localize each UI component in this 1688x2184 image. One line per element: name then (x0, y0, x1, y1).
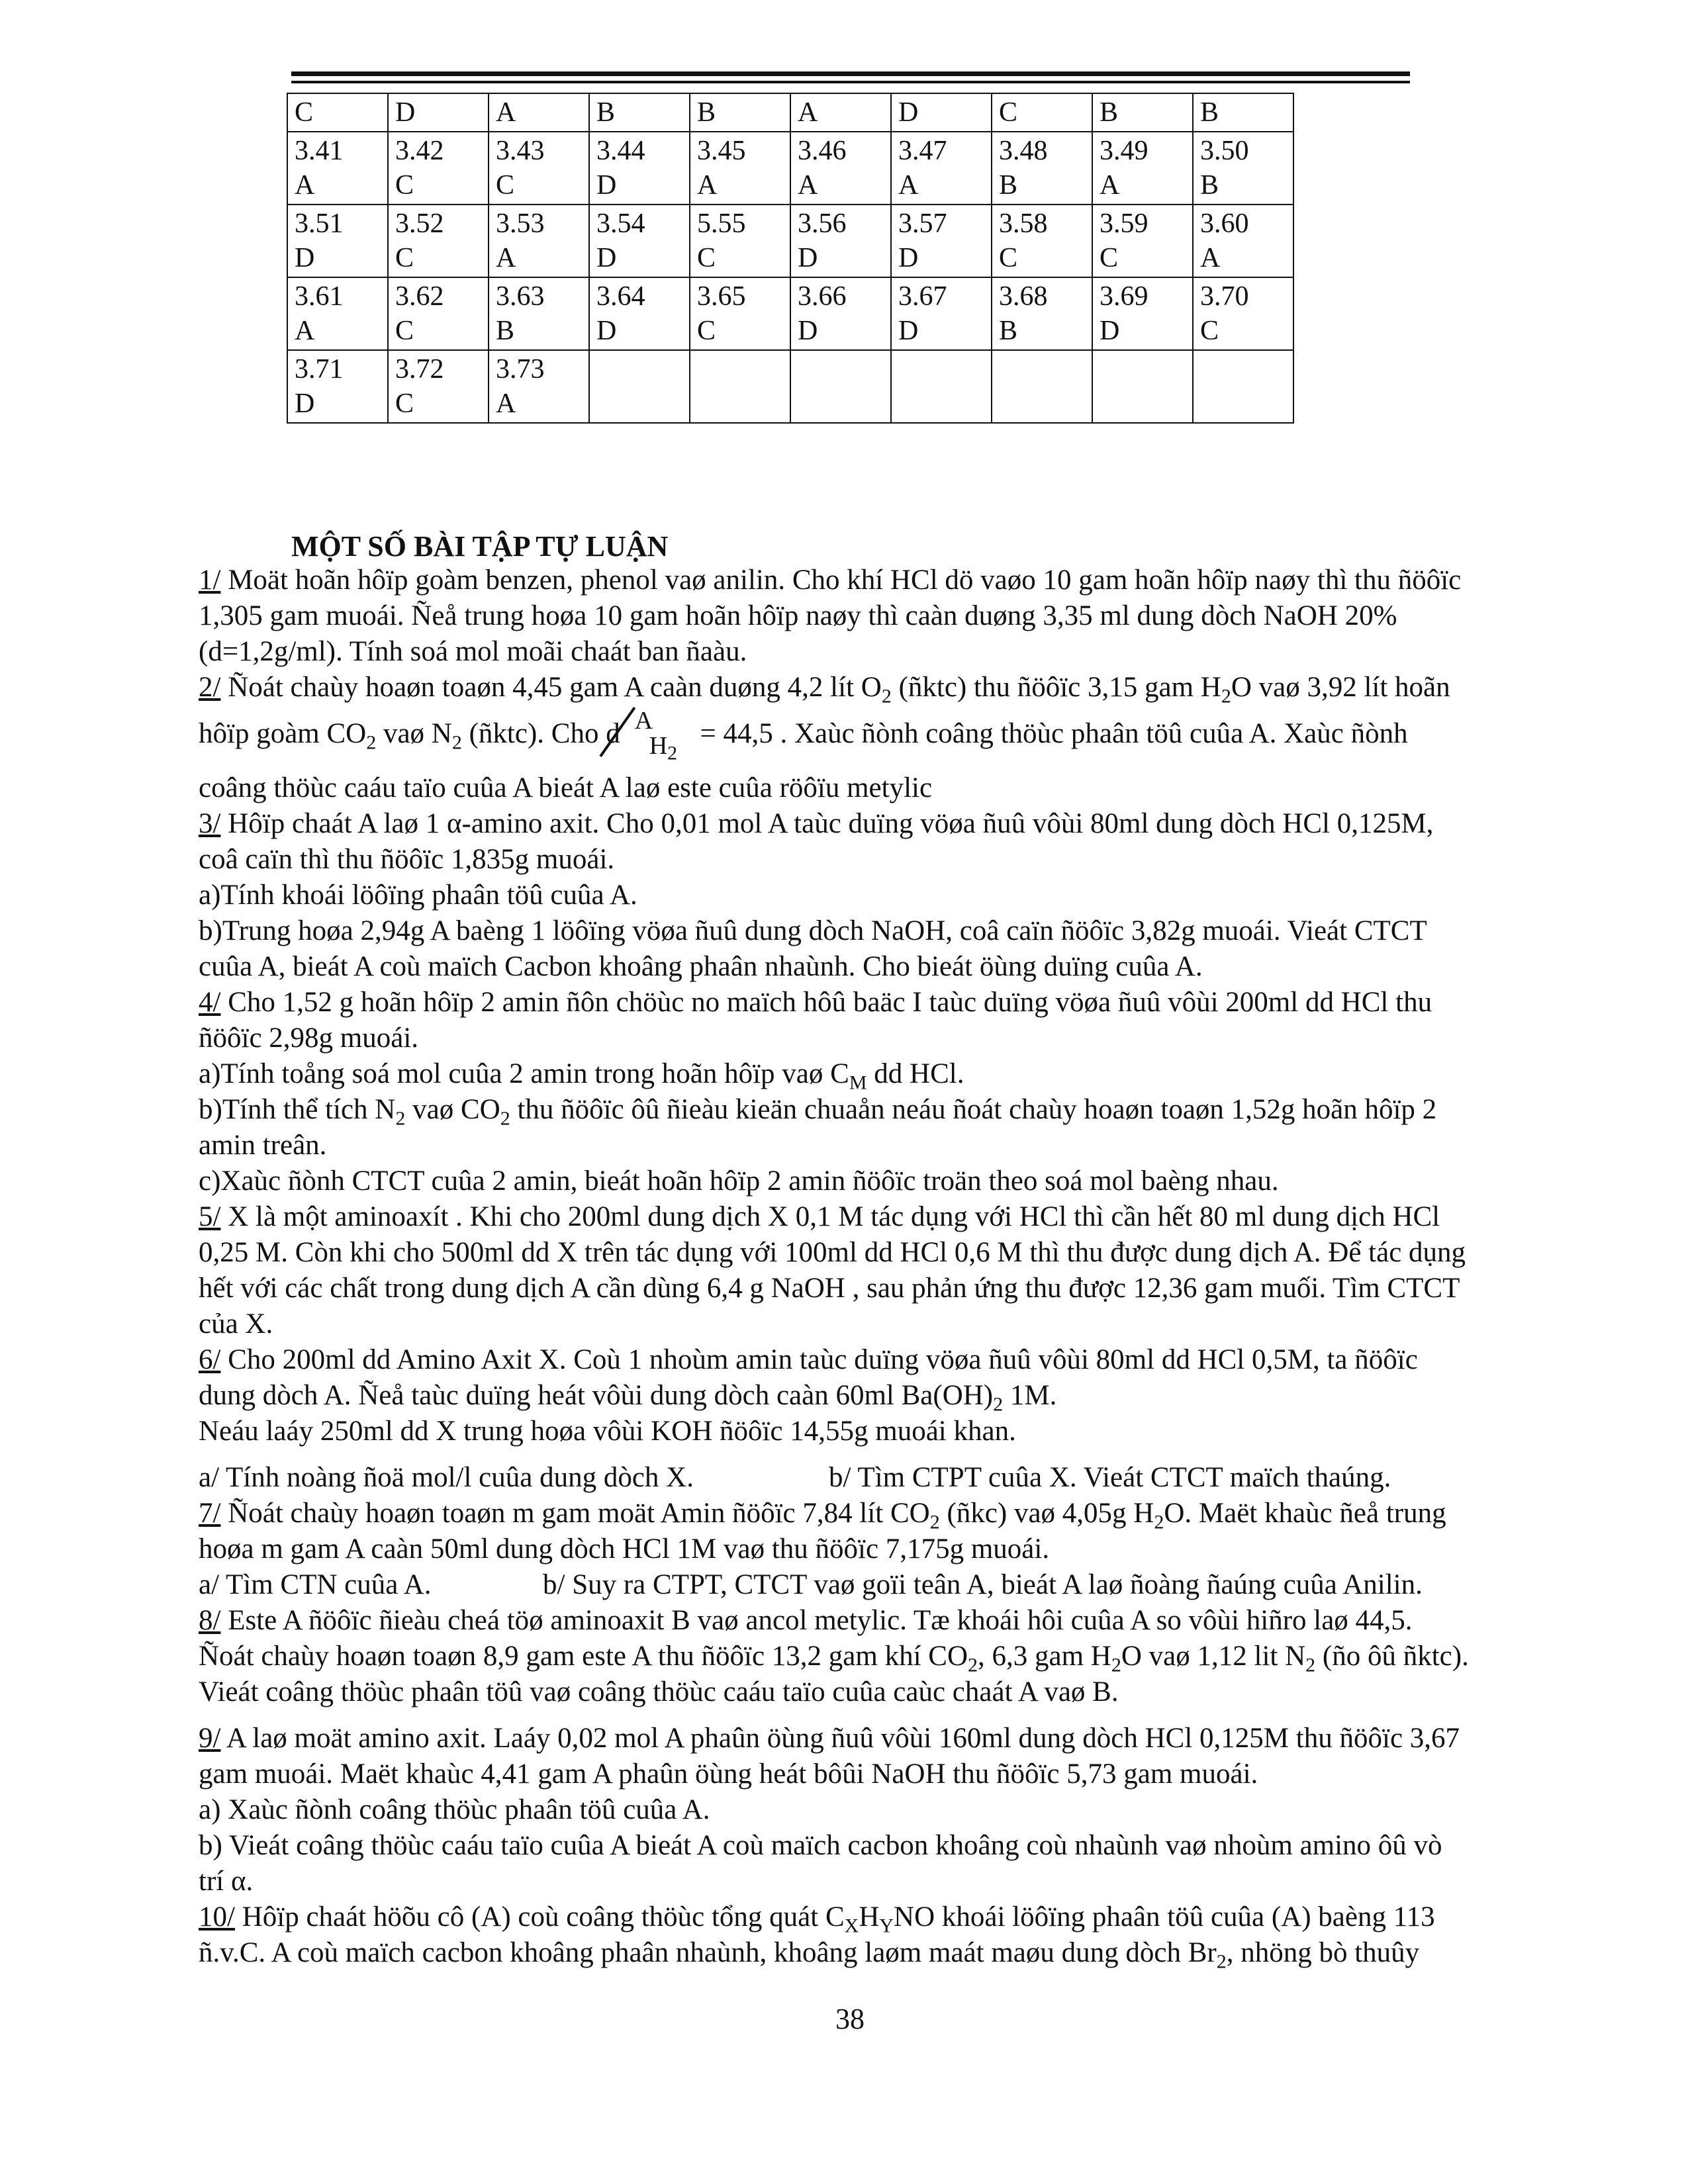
cell-text: D (596, 243, 617, 273)
cell-text: A (295, 170, 315, 201)
cell-text: A (697, 170, 718, 201)
cell-text: 3.56 (798, 208, 847, 239)
cell-text: 3.63 (496, 281, 545, 312)
table-row (287, 132, 1293, 205)
cell-text: D (798, 243, 818, 273)
exercise-10: 10/ Hôïp chaát höõu cô (A) coù coâng thöùc tổng quát $C_XH_YNO$ khoái löôïng phaân töû cuûa (A) baèng 113 (199, 1901, 1435, 1937)
page-number: 38 (835, 2003, 865, 2035)
cell-text: A (798, 97, 818, 128)
table-cell (891, 132, 992, 205)
cell-text: B (697, 97, 716, 128)
table-cell (1193, 93, 1293, 132)
table-cell (388, 132, 489, 205)
cell-text: C (697, 243, 716, 273)
table-cell (489, 277, 589, 350)
text-line: coâng thöùc caáu taïo cuûa A bieát A laø este cuûa röôïu metylic (199, 772, 933, 803)
header-rule-thick (291, 71, 1410, 76)
cell-text: 3.46 (798, 136, 847, 166)
cell-text: 3.59 (1100, 208, 1149, 239)
text-line: b)Trung hoøa 2,94g A baèng 1 löôïng vöøa ñuû dung dòch NaOH, coâ caïn ñöôïc 3,82g muoái. Vieát CTCT (199, 915, 1427, 946)
text-line: (d=1,2g/ml). Tính soá mol moãi chaát ban ñaàu. (199, 636, 747, 667)
cell-text: 3.53 (496, 208, 545, 239)
cell-text: C (1200, 316, 1219, 346)
table-row (287, 277, 1293, 350)
density-fraction: A $H_2$ (620, 716, 693, 756)
text-line: hết với các chất trong dung dịch A cần dùng 6,4 g NaOH , sau phản ứng thu được 12,36 gam muối. Tìm CTCT (199, 1273, 1460, 1304)
cell-text: D (596, 316, 617, 346)
cell-text: 3.47 (898, 136, 947, 166)
cell-text: 3.73 (496, 354, 545, 385)
exercise-4: 4/ Cho 1,52 g hoãn hôïp 2 amin ñôn chöùc no maïch hôû baäc I taùc duïng vöøa ñuû vôùi 200ml dd HCl thu (199, 987, 1432, 1018)
exercise-5: 5/ X là một aminoaxít . Khi cho 200ml dung dịch X 0,1 M tác dụng với HCl thì cần hết 80 ml dung dịch HCl (199, 1201, 1440, 1232)
cell-text: B (496, 316, 515, 346)
cell-text: A (1100, 170, 1120, 201)
cell-text: 3.50 (1200, 136, 1249, 166)
table-cell (388, 205, 489, 277)
cell-text: C (295, 97, 314, 128)
exercise-2: 2/ Ñoát chaùy hoaøn toaøn 4,45 gam A caàn duøng 4,2 lít $O_2$ (ñktc) thu ñöôïc 3,15 gam $H_2O$ vaø 3,92 lít hoãn (199, 672, 1450, 707)
table-cell (1092, 132, 1193, 205)
text-line: amin treân. (199, 1130, 327, 1161)
cell-text: C (395, 388, 414, 419)
cell-text: D (1100, 316, 1120, 346)
text-line: a) Xaùc ñònh coâng thöùc phaân töû cuûa A. (199, 1794, 710, 1825)
text-line: a/ Tính noàng ñoä mol/l cuûa dung dòch X. (199, 1462, 694, 1493)
table-cell (891, 350, 992, 423)
table-cell (992, 277, 1092, 350)
cell-text: C (395, 243, 414, 273)
table-row (287, 350, 1293, 423)
cell-text: A (295, 316, 315, 346)
cell-text: 3.65 (697, 281, 746, 312)
text-line: b)Tính thể tích $N_2$ vaø $CO_2$ thu ñöôïc ôû ñieàu kieän chuaån neáu ñoát chaùy hoaøn toaøn 1,52g hoãn hôïp 2 (199, 1094, 1437, 1130)
table-cell (992, 93, 1092, 132)
cell-text: 3.51 (295, 208, 344, 239)
text-line: 1,305 gam muoái. Ñeå trung hoøa 10 gam hoãn hôïp naøy thì caàn duøng 3,35 ml dung dòch NaOH 20% (199, 600, 1397, 631)
cell-text: 3.52 (395, 208, 444, 239)
table-cell (589, 93, 690, 132)
cell-text: 3.66 (798, 281, 847, 312)
cell-text: D (798, 316, 818, 346)
cell-text: 3.57 (898, 208, 947, 239)
table-cell (690, 277, 790, 350)
cell-text: 3.42 (395, 136, 444, 166)
cell-text: C (395, 316, 414, 346)
table-cell (690, 93, 790, 132)
cell-text: 3.60 (1200, 208, 1249, 239)
cell-text: B (596, 97, 616, 128)
table-cell (891, 205, 992, 277)
cell-text: D (395, 97, 416, 128)
table-cell (287, 205, 388, 277)
text-line: của X. (199, 1308, 273, 1340)
table-cell (790, 93, 891, 132)
cell-text: 3.43 (496, 136, 545, 166)
cell-text: A (496, 388, 516, 419)
cell-text: 3.70 (1200, 281, 1249, 312)
exercise-8: 8/ Este A ñöôïc ñieàu cheá töø aminoaxit B vaø ancol metylic. Tæ khoái hôi cuûa A so vôùi hiñro laø 44,5. (199, 1605, 1413, 1636)
cell-text: C (395, 170, 414, 201)
table-cell (1092, 277, 1193, 350)
table-cell (287, 132, 388, 205)
cell-text: C (697, 316, 716, 346)
text-line: b) Vieát coâng thöùc caáu taïo cuûa A bieát A coù maïch cacbon khoâng coù nhaùnh vaø nhoùm amino ôû vò (199, 1830, 1442, 1861)
text-line: a)Tính khoái löôïng phaân töû cuûa A. (199, 880, 637, 911)
cell-text: C (999, 243, 1018, 273)
cell-text: 3.44 (596, 136, 645, 166)
cell-text: A (798, 170, 818, 201)
table-cell (790, 132, 891, 205)
cell-text: 3.49 (1100, 136, 1149, 166)
cell-text: 3.61 (295, 281, 344, 312)
header-rule-thin (291, 81, 1410, 83)
cell-text: 5.55 (697, 208, 746, 239)
table-cell (388, 277, 489, 350)
table-cell (489, 132, 589, 205)
cell-text: 3.69 (1100, 281, 1149, 312)
exercise-9: 9/ A laø moät amino axit. Laáy 0,02 mol A phaûn öùng ñuû vôùi 160ml dung dòch HCl 0,125M thu ñöôïc 3,67 (199, 1723, 1460, 1754)
text-line: a)Tính toång soá mol cuûa 2 amin trong hoãn hôïp vaø $C_M$ dd HCl. (199, 1058, 964, 1094)
table-cell (1193, 132, 1293, 205)
table-cell (1092, 205, 1193, 277)
table-cell (992, 205, 1092, 277)
cell-text: A (898, 170, 919, 201)
cell-text: A (496, 243, 516, 273)
text-line: ñöôïc 2,98g muoái. (199, 1023, 419, 1054)
table-cell (992, 350, 1092, 423)
table-cell (388, 93, 489, 132)
cell-text: D (898, 243, 919, 273)
exercise-7: 7/ Ñoát chaùy hoaøn toaøn m gam moät Amin ñöôïc 7,84 lít $CO_2$ (ñkc) vaø 4,05g $H_2O$. Maët khaùc ñeå trung (199, 1498, 1446, 1533)
table-cell (388, 350, 489, 423)
text-line: ñ.v.C. A coù maïch cacbon khoâng phaân nhaùnh, khoâng laøm maát maøu dung dòch $Br_2$, nhöng bò thuûy (199, 1937, 1420, 1973)
text-line: Ñoát chaùy hoaøn toaøn 8,9 gam este A thu ñöôïc 13,2 gam khí $CO_2$, 6,3 gam $H_2O$ vaø 1,12 lit $N_2$ (ño ôû ñktc). (199, 1641, 1469, 1676)
table-cell (489, 205, 589, 277)
cell-text: D (295, 388, 315, 419)
table-cell (790, 205, 891, 277)
table-cell (790, 350, 891, 423)
text-line: Vieát coâng thöùc phaân töû vaø coâng thöùc caáu taïo cuûa caùc chaát A vaø B. (199, 1676, 1119, 1707)
table-cell (287, 350, 388, 423)
cell-text: 3.54 (596, 208, 645, 239)
cell-text: D (295, 243, 315, 273)
text-line: b/ Suy ra CTPT, CTCT vaø goïi teân A, bieát A laø ñoàng ñaúng cuûa Anilin. (543, 1569, 1423, 1600)
table-cell (1092, 350, 1193, 423)
table-cell (992, 132, 1092, 205)
answer-table (287, 93, 1294, 424)
cell-text: 3.58 (999, 208, 1048, 239)
cell-text: C (1100, 243, 1119, 273)
cell-text: D (898, 97, 919, 128)
cell-text: 3.67 (898, 281, 947, 312)
cell-text: D (596, 170, 617, 201)
table-cell (489, 93, 589, 132)
cell-text: 3.41 (295, 136, 344, 166)
table-cell (589, 277, 690, 350)
text-line: cuûa A, bieát A coù maïch Cacbon khoâng phaân nhaùnh. Cho bieát öùng duïng cuûa A. (199, 951, 1203, 982)
table-cell (690, 205, 790, 277)
text-line: gam muoái. Maët khaùc 4,41 gam A phaûn öùng heát bôûi NaOH thu ñöôïc 5,73 gam muoái. (199, 1758, 1258, 1790)
cell-text: B (1100, 97, 1119, 128)
table-cell (489, 350, 589, 423)
text-line: b/ Tìm CTPT cuûa X. Vieát CTCT maïch thaúng. (829, 1462, 1391, 1493)
cell-text: 3.72 (395, 354, 444, 385)
text-line: hoøa m gam A caàn 50ml dung dòch HCl 1M vaø thu ñöôïc 7,175g muoái. (199, 1533, 1050, 1565)
exercise-3: 3/ Hôïp chaát A laø 1 α-amino axit. Cho 0,01 mol A taùc duïng vöøa ñuû vôùi 80ml dung dòch HCl 0,125M, (199, 808, 1434, 839)
table-cell (690, 132, 790, 205)
text-line: c)Xaùc ñònh CTCT cuûa 2 amin, bieát hoãn hôïp 2 amin ñöôïc troän theo soá mol baèng nhau. (199, 1165, 1279, 1197)
table-cell (589, 132, 690, 205)
table-cell (287, 93, 388, 132)
table-cell (1193, 350, 1293, 423)
cell-text: 3.64 (596, 281, 645, 312)
cell-text: 3.45 (697, 136, 746, 166)
table-row (287, 205, 1293, 277)
table-cell (589, 350, 690, 423)
cell-text: C (999, 97, 1018, 128)
table-cell (790, 277, 891, 350)
text-line: 0,25 M. Còn khi cho 500ml dd X trên tác dụng với 100ml dd HCl 0,6 M thì thu được dung dịch A. Để tác dụng (199, 1237, 1466, 1268)
table-cell (891, 93, 992, 132)
cell-text: D (898, 316, 919, 346)
cell-text: 3.71 (295, 354, 344, 385)
table-cell (1193, 205, 1293, 277)
text-line: a/ Tìm CTN cuûa A. (199, 1569, 432, 1600)
text-line: Neáu laáy 250ml dd X trung hoøa vôùi KOH ñöôïc 14,55g muoái khan. (199, 1416, 1016, 1447)
text-line: coâ caïn thì thu ñöôïc 1,835g muoái. (199, 844, 615, 875)
cell-text: A (496, 97, 516, 128)
table-cell (287, 277, 388, 350)
text-line: hôïp goàm $CO_2$ vaø $N_2$ (ñktc). Cho d A $H_2$ = 44,5 . Xaùc ñònh coâng thöùc phaân töû cuûa A. Xaùc ñònh (199, 707, 1408, 764)
cell-text: 3.62 (395, 281, 444, 312)
cell-text: 3.48 (999, 136, 1048, 166)
table-row (287, 93, 1293, 132)
table-cell (891, 277, 992, 350)
table-cell (690, 350, 790, 423)
cell-text: C (496, 170, 515, 201)
text-line: dung dòch A. Ñeå taùc duïng heát vôùi dung dòch caàn 60ml $Ba(OH)_2$ 1M. (199, 1380, 1057, 1416)
section-title: MỘT SỐ BÀI TẬP TỰ LUẬN (291, 530, 669, 563)
cell-text: 3.68 (999, 281, 1048, 312)
cell-text: B (999, 316, 1018, 346)
exercise-6: 6/ Cho 200ml dd Amino Axit X. Coù 1 nhoùm amin taùc duïng vöøa ñuû vôùi 80ml dd HCl 0,5M, ta ñöôïc (199, 1344, 1418, 1375)
cell-text: A (1200, 243, 1221, 273)
cell-text: B (1200, 97, 1219, 128)
table-cell (1092, 93, 1193, 132)
text-line: trí α. (199, 1866, 254, 1897)
exercise-1: 1/ Moät hoãn hôïp goàm benzen, phenol vaø anilin. Cho khí HCl dö vaøo 10 gam hoãn hôïp naøy thì thu ñöôïc (199, 565, 1462, 596)
cell-text: B (1200, 170, 1219, 201)
table-cell (1193, 277, 1293, 350)
table-cell (589, 205, 690, 277)
cell-text: B (999, 170, 1018, 201)
